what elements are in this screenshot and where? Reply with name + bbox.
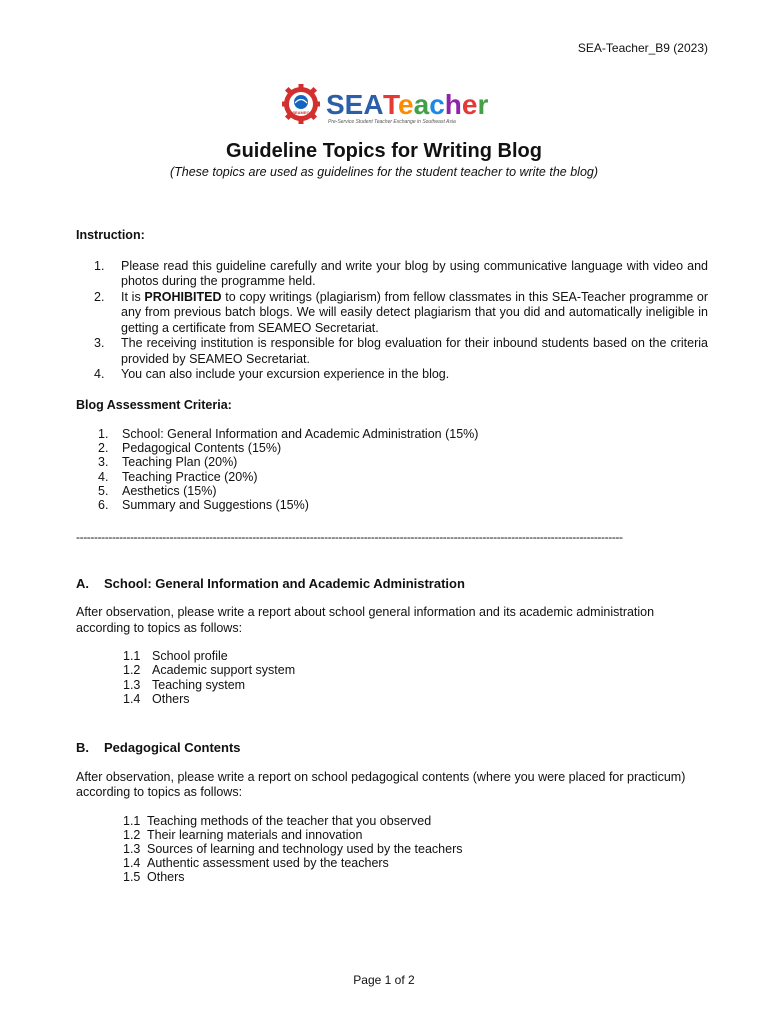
list-item: 3. Teaching Plan (20%): [98, 455, 238, 470]
page-title: Guideline Topics for Writing Blog: [226, 140, 542, 162]
section-b-list: [76, 814, 708, 885]
sea-teacher-logo: [282, 84, 512, 128]
list-item: 1. Please read this guideline carefully and write your blog by using communicative language with video and photos during the programme held.: [94, 258, 708, 288]
prohibited-emphasis: PROHIBITED: [144, 289, 222, 304]
criteria-heading: Blog Assessment Criteria:: [76, 397, 232, 412]
section-a-title: A. School: General Information and Academic Administration: [76, 575, 465, 591]
list-item: 1.1 School profile: [123, 649, 228, 664]
list-item: 1.2 Their learning materials and innovation: [123, 827, 363, 842]
instruction-list: [76, 259, 708, 383]
list-item: 5. Aesthetics (15%): [98, 483, 217, 498]
document-reference: SEA-Teacher_B9 (2023): [577, 41, 708, 55]
list-item: 1.4 Authentic assessment used by the teachers: [123, 856, 389, 871]
section-a-list: [76, 649, 708, 706]
list-item: 2. It is PROHIBITED to copy writings (plagiarism) from fellow classmates in this SEA-Teacher programme or any from previous batch blogs. We will easily detect plagiarism that you did and automatically ineligible in getting a certificate from SEAMEO Secretariat.: [94, 289, 708, 335]
section-b-paragraph: After observation, please write a report on school pedagogical contents (where you were placed for practicum) according to topics as follows:: [76, 769, 686, 800]
logo-sea-text: SEA: [326, 89, 384, 120]
section-b-title: B. Pedagogical Contents: [76, 740, 241, 756]
logo-teacher-text: Teacher: [383, 89, 489, 120]
list-item: 1.3 Teaching system: [123, 677, 246, 692]
seameo-seal-icon: [282, 84, 320, 124]
instruction-heading: Instruction:: [76, 228, 145, 242]
criteria-list: [76, 427, 708, 512]
list-item: 6. Summary and Suggestions (15%): [98, 498, 309, 513]
list-item: 1.2 Academic support system: [123, 663, 296, 678]
svg-text:SEAMEO: SEAMEO: [292, 110, 310, 115]
list-item: 1. School: General Information and Academic Administration (15%): [98, 427, 479, 441]
page-subtitle: (These topics are used as guidelines for the student teacher to write the blog): [169, 165, 599, 179]
list-item: 1.5 Others: [123, 870, 185, 885]
page-number: Page 1 of 2: [353, 973, 415, 987]
list-item: 1.3 Sources of learning and technology used by the teachers: [123, 841, 463, 856]
section-a-paragraph: After observation, please write a report about school general information and its academic administration according to topics as follows:: [76, 605, 655, 635]
list-item: 4. Teaching Practice (20%): [98, 469, 258, 484]
svg-text:Pre-Service Student Teacher Ex: Pre-Service Student Teacher Exchange in Southeast Asia: [328, 119, 456, 125]
document-body: [76, 228, 708, 885]
list-item: 2. Pedagogical Contents (15%): [98, 441, 282, 456]
list-item: 3. The receiving institution is responsible for blog evaluation for their inbound students based on the criteria provided by SEAMEO Secretariat.: [94, 336, 708, 366]
list-item: 4. You can also include your excursion experience in the blog.: [94, 367, 450, 381]
dashed-divider: --------------------------------------------------------------------------------------------------------------------------------------------------------: [76, 530, 623, 545]
list-item: 1.4 Others: [123, 691, 190, 706]
list-item: 1.1 Teaching methods of the teacher that you observed: [123, 813, 432, 828]
logo-graphic: [282, 84, 512, 128]
